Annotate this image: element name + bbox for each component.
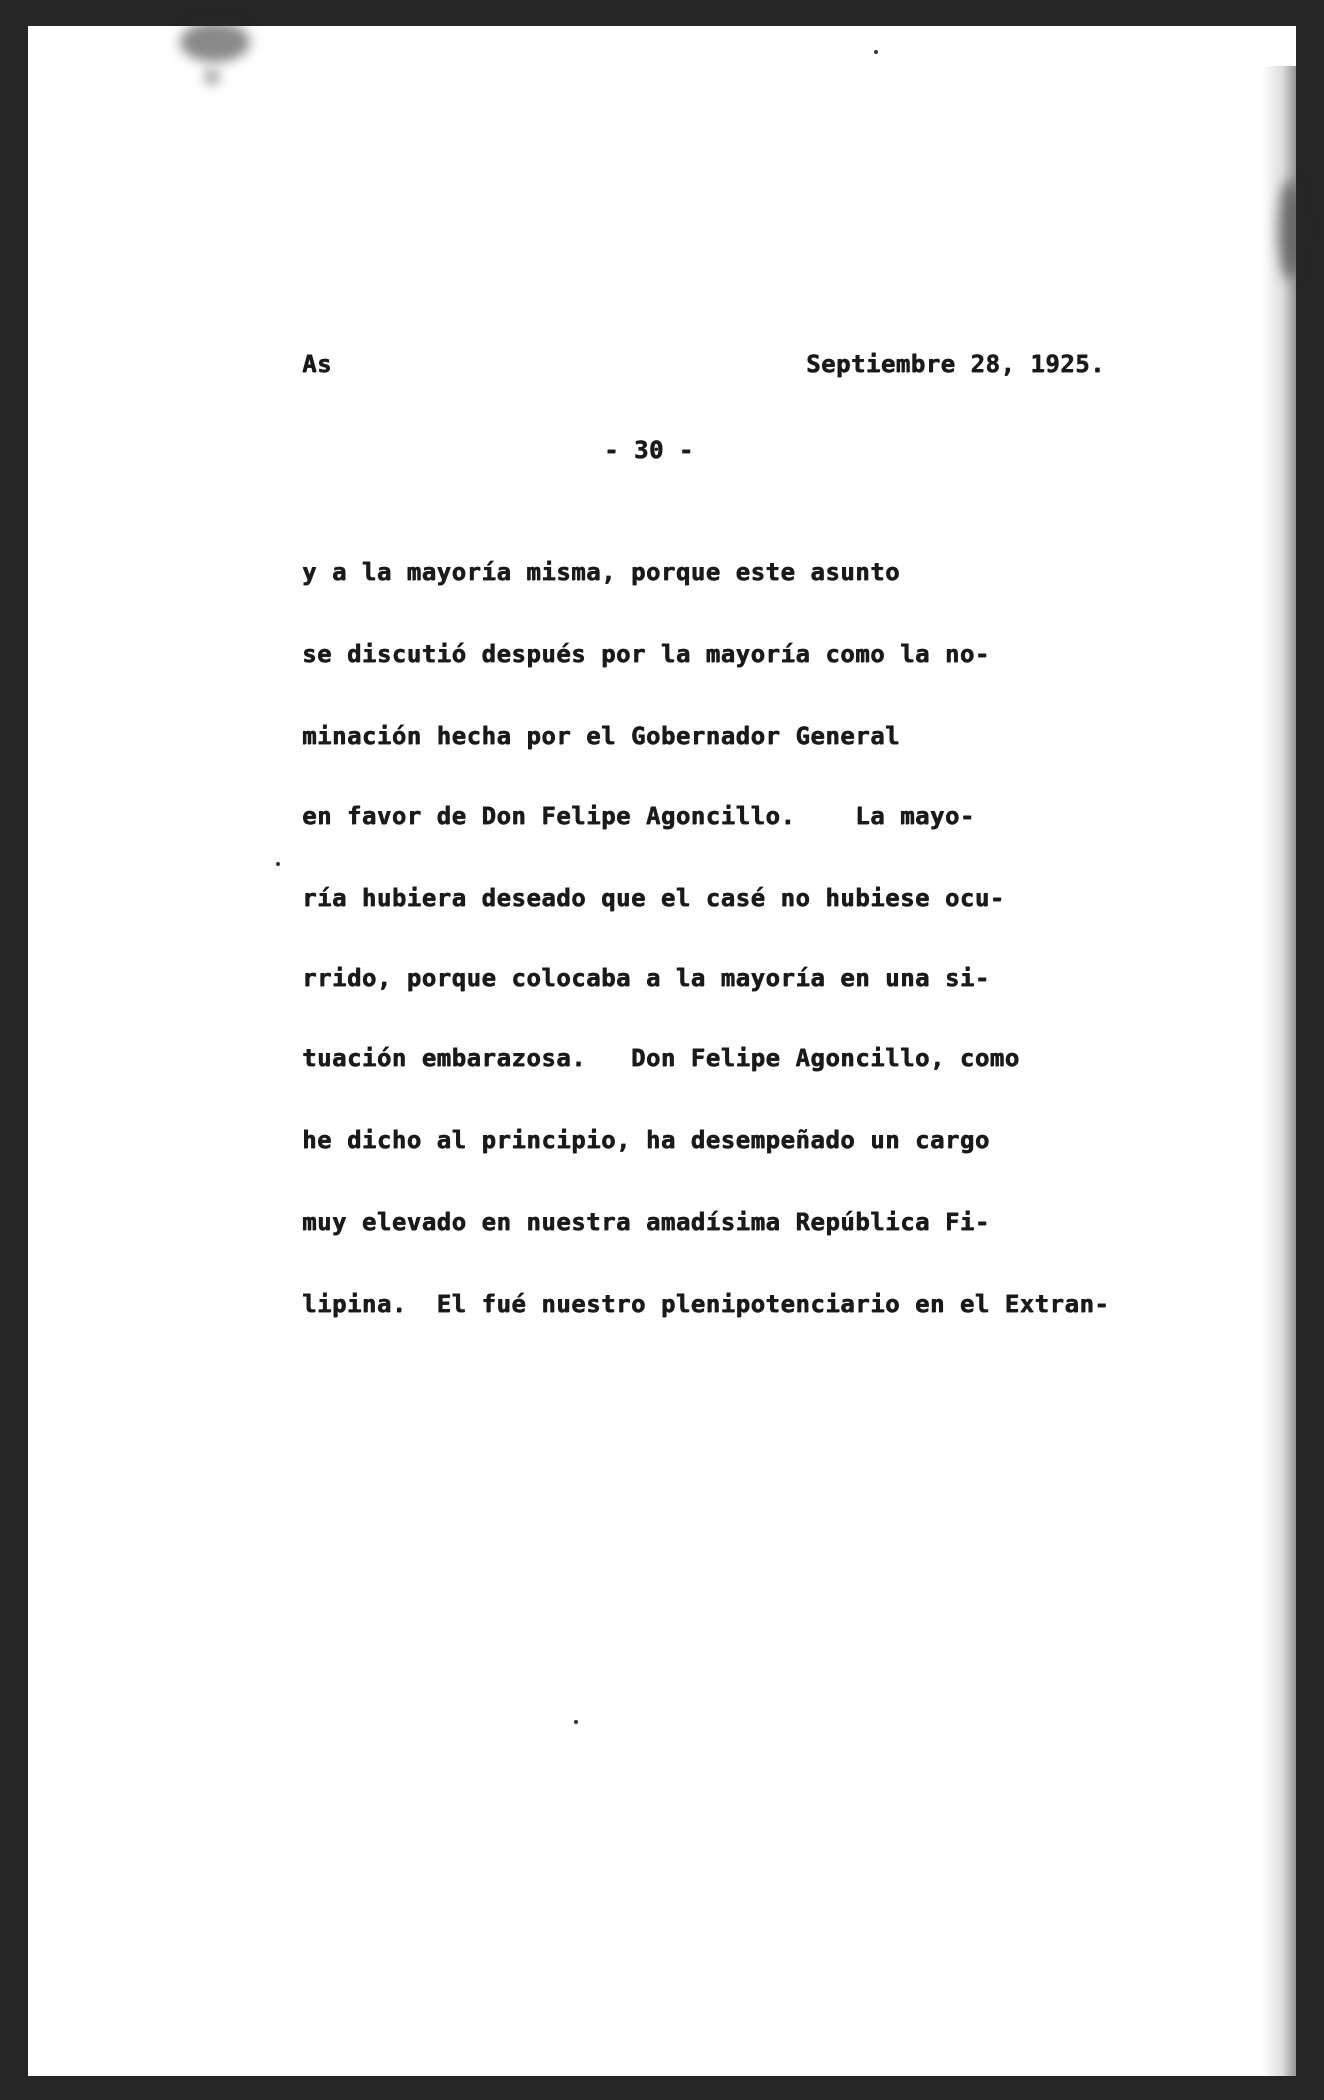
page-edge-shadow (1262, 66, 1296, 2076)
body-line: se discutió después por la mayoría como la no- (302, 640, 990, 668)
page-number: - 30 - (604, 436, 694, 464)
paper-speck (874, 50, 878, 54)
body-line: tuación embarazosa. Don Felipe Agoncillo, como (302, 1044, 1020, 1072)
body-line: muy elevado en nuestra amadísima República Fi- (302, 1208, 990, 1236)
body-line: ría hubiera deseado que el casé no hubiese ocu- (302, 884, 1005, 912)
body-line: minación hecha por el Gobernador General (302, 722, 900, 750)
reference-code: As (302, 350, 332, 378)
scan-smudge (180, 22, 250, 62)
paper-speck (276, 862, 280, 866)
scan-smudge (1278, 180, 1300, 280)
paper-speck (574, 1720, 578, 1724)
body-line: rrido, porque colocaba a la mayoría en una si- (302, 964, 990, 992)
body-line: y a la mayoría misma, porque este asunto (302, 558, 900, 586)
body-line: en favor de Don Felipe Agoncillo. La mayo- (302, 802, 975, 830)
document-date: Septiembre 28, 1925. (806, 350, 1105, 378)
scan-smudge (205, 70, 219, 84)
body-line: lipina. El fué nuestro plenipotenciario en el Extran- (302, 1290, 1110, 1318)
body-line: he dicho al principio, ha desempeñado un cargo (302, 1126, 990, 1154)
